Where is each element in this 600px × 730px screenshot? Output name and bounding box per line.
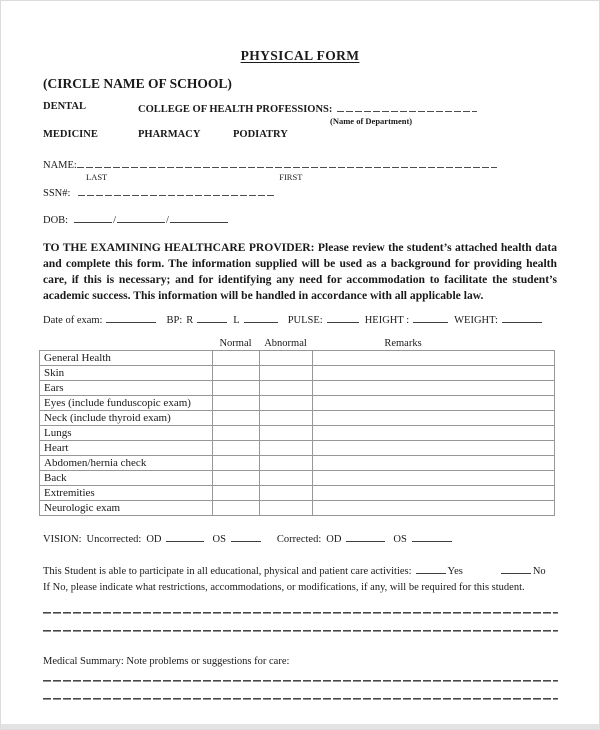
table-row: [40, 456, 555, 471]
weight-blank: [502, 312, 542, 323]
pulse-label: PULSE:: [287, 315, 323, 326]
yes-blank: [416, 563, 446, 574]
exam-row-label: Back: [40, 471, 213, 486]
page-bottom-edge: [1, 724, 599, 729]
remarks-cell: [313, 411, 555, 426]
bp-right-blank: [197, 312, 227, 323]
table-row: [40, 441, 555, 456]
abnormal-cell: [260, 381, 313, 396]
school-option-dental: DENTAL: [43, 101, 86, 112]
school-row-2: [43, 129, 557, 140]
remarks-cell: [313, 456, 555, 471]
bp-right-label: R: [186, 315, 194, 326]
table-row: [40, 411, 555, 426]
abnormal-cell: [260, 396, 313, 411]
exam-table: [39, 350, 555, 516]
if-no-instruction: If No, please indicate what restrictions, accommodations, or modifications, if any, will be required for this student.: [43, 582, 525, 593]
no-label: No: [532, 566, 546, 577]
table-row: [40, 396, 555, 411]
name-label: NAME:: [43, 160, 77, 171]
exam-table-body: [40, 351, 555, 516]
table-row: [40, 366, 555, 381]
last-caption: LAST: [86, 172, 108, 182]
remarks-cell: [313, 441, 555, 456]
dob-separator-2: /: [166, 215, 169, 226]
uncorrected-label: Uncorrected:: [86, 534, 142, 545]
ssn-blank-line: [78, 185, 275, 196]
table-row: [40, 471, 555, 486]
bp-left-label: L: [233, 315, 240, 326]
provider-instructions: TO THE EXAMINING HEALTHCARE PROVIDER: Please review the student’s attached health data and complete this form. The information supplied will be used as a background for providing health care, if this is necessary; and for identifying any need for accommodation to facilitate the student’s academic success. This information will be handled in accordance with all applicable law.: [43, 241, 557, 302]
remarks-cell: [313, 426, 555, 441]
dob-label: DOB:: [43, 215, 69, 226]
name-blank-line: [77, 157, 497, 168]
exam-row-label: Ears: [40, 381, 213, 396]
exam-row-label: Skin: [40, 366, 213, 381]
department-blank-line: [337, 101, 477, 112]
ssn-label: SSN#:: [43, 188, 71, 199]
department-caption: (Name of Department): [330, 116, 413, 126]
exam-row-label: Neurologic exam: [40, 501, 213, 516]
medical-summary-line-2: [43, 698, 558, 700]
table-row: [40, 426, 555, 441]
circle-school-instruction: (CIRCLE NAME OF SCHOOL): [43, 76, 232, 91]
corrected-od-blank: [346, 531, 385, 542]
exam-table-header: [39, 338, 554, 349]
first-caption: FIRST: [279, 172, 303, 182]
medical-summary-line-1: [43, 680, 558, 682]
table-row: [40, 501, 555, 516]
restrictions-line-2: [43, 630, 558, 632]
normal-cell: [213, 426, 260, 441]
vitals-row: [43, 312, 557, 326]
corrected-label: Corrected:: [276, 534, 322, 545]
normal-cell: [213, 441, 260, 456]
corrected-os-blank: [412, 531, 452, 542]
form-title: PHYSICAL FORM: [240, 48, 360, 63]
school-option-podiatry: PODIATRY: [233, 129, 288, 140]
normal-cell: [213, 501, 260, 516]
remarks-cell: [313, 471, 555, 486]
medical-summary-label: Medical Summary: Note problems or suggestions for care:: [43, 656, 290, 667]
vision-label: VISION:: [43, 534, 82, 545]
height-label: HEIGHT :: [364, 315, 410, 326]
exam-row-label: General Health: [40, 351, 213, 366]
dob-month-blank: [74, 212, 112, 223]
vision-row: [43, 531, 557, 545]
corrected-os-label: OS: [393, 534, 407, 545]
uncorrected-os-blank: [231, 531, 261, 542]
name-row: [43, 157, 557, 171]
remarks-cell: [313, 501, 555, 516]
no-blank: [501, 563, 531, 574]
height-blank: [413, 312, 448, 323]
uncorrected-os-label: OS: [212, 534, 226, 545]
bp-label: BP:: [166, 315, 183, 326]
exam-row-label: Heart: [40, 441, 213, 456]
abnormal-cell: [260, 471, 313, 486]
dob-separator-1: /: [113, 215, 117, 226]
normal-cell: [213, 396, 260, 411]
name-captions: [43, 172, 557, 182]
normal-cell: [213, 351, 260, 366]
abnormal-cell: [260, 486, 313, 501]
school-option-medicine: MEDICINE: [43, 129, 98, 140]
exam-row-label: Eyes (include funduscopic exam): [40, 396, 213, 411]
participation-statement: This Student is able to participate in all educational, physical and patient care activities:: [43, 566, 412, 577]
column-header-remarks: Remarks: [384, 338, 422, 349]
exam-row-label: Lungs: [40, 426, 213, 441]
school-option-pharmacy: PHARMACY: [138, 129, 201, 140]
exam-row-label: Extremities: [40, 486, 213, 501]
normal-cell: [213, 366, 260, 381]
date-of-exam-blank: [106, 312, 156, 323]
abnormal-cell: [260, 441, 313, 456]
restrictions-line-1: [43, 612, 558, 614]
corrected-od-label: OD: [326, 534, 342, 545]
dob-row: [43, 212, 557, 226]
normal-cell: [213, 486, 260, 501]
normal-cell: [213, 411, 260, 426]
abnormal-cell: [260, 411, 313, 426]
remarks-cell: [313, 351, 555, 366]
normal-cell: [213, 471, 260, 486]
college-label: COLLEGE OF HEALTH PROFESSIONS:: [138, 104, 333, 115]
exam-row-label: Abdomen/hernia check: [40, 456, 213, 471]
pulse-blank: [327, 312, 359, 323]
dob-day-blank: [117, 212, 165, 223]
participation-section: [43, 563, 557, 596]
school-row-1: [43, 101, 557, 126]
uncorrected-od-blank: [166, 531, 204, 542]
title-row: [43, 47, 557, 65]
date-of-exam-label: Date of exam:: [43, 315, 103, 326]
uncorrected-od-label: OD: [146, 534, 162, 545]
college-group: [138, 101, 477, 126]
dob-year-blank: [170, 212, 228, 223]
table-row: [40, 381, 555, 396]
abnormal-cell: [260, 351, 313, 366]
abnormal-cell: [260, 456, 313, 471]
abnormal-cell: [260, 366, 313, 381]
remarks-cell: [313, 381, 555, 396]
ssn-row: [43, 185, 557, 199]
column-header-normal: Normal: [219, 338, 252, 349]
table-row: [40, 351, 555, 366]
weight-label: WEIGHT:: [454, 315, 498, 326]
abnormal-cell: [260, 426, 313, 441]
normal-cell: [213, 456, 260, 471]
table-row: [40, 486, 555, 501]
abnormal-cell: [260, 501, 313, 516]
remarks-cell: [313, 366, 555, 381]
yes-label: Yes: [447, 566, 463, 577]
remarks-cell: [313, 396, 555, 411]
exam-row-label: Neck (include thyroid exam): [40, 411, 213, 426]
remarks-cell: [313, 486, 555, 501]
participation-statement-row: [43, 563, 557, 580]
bp-left-blank: [244, 312, 278, 323]
column-header-abnormal: Abnormal: [264, 338, 307, 349]
normal-cell: [213, 381, 260, 396]
